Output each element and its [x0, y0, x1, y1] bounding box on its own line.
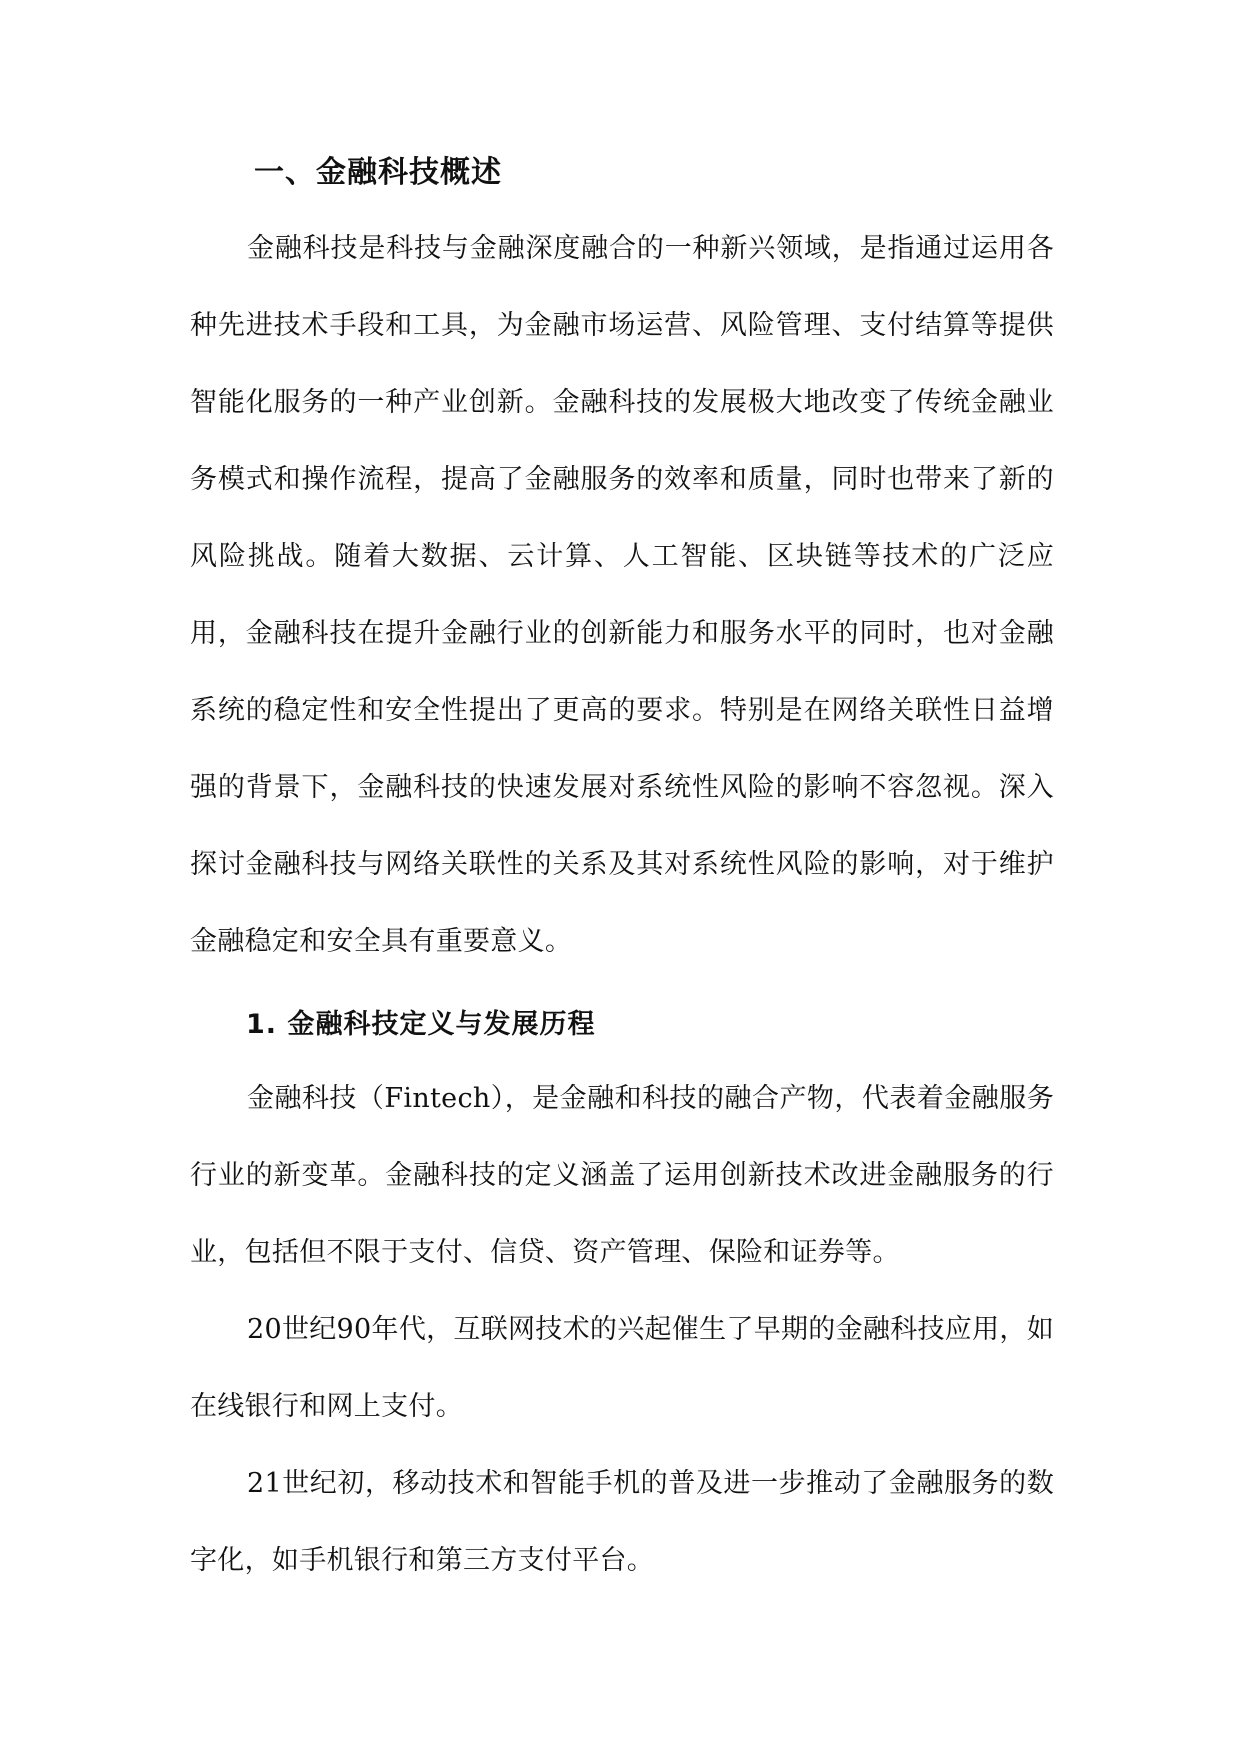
subsection-paragraph-3: 21世纪初，移动技术和智能手机的普及进一步推动了金融服务的数字化，如手机银行和第三方支付平台。	[190, 1468, 1054, 1576]
subsection-heading: 1. 金融科技定义与发展历程	[246, 1009, 596, 1040]
subsection-paragraph-1: 金融科技（Fintech），是金融和科技的融合产物，代表着金融服务行业的新变革。金融科技的定义涵盖了运用创新技术改进金融服务的行业，包括但不限于支付、信贷、资产管理、保险和证券等。	[190, 1083, 1054, 1268]
section-paragraph: 金融科技是科技与金融深度融合的一种新兴领域，是指通过运用各种先进技术手段和工具，为金融市场运营、风险管理、支付结算等提供智能化服务的一种产业创新。金融科技的发展极大地改变了传统金融业务模式和操作流程，提高了金融服务的效率和质量，同时也带来了新的风险挑战。随着大数据、云计算、人工智能、区块链等技术的广泛应用，金融科技在提升金融行业的创新能力和服务水平的同时，也对金融系统的稳定性和安全性提出了更高的要求。特别是在网络关联性日益增强的背景下，金融科技的快速发展对系统性风险的影响不容忽视。深入探讨金融科技与网络关联性的关系及其对系统性风险的影响，对于维护金融稳定和安全具有重要意义。	[190, 233, 1054, 957]
subsection-paragraph-2: 20世纪90年代，互联网技术的兴起催生了早期的金融科技应用，如在线银行和网上支付。	[190, 1314, 1055, 1422]
document-page	[190, 130, 1054, 1599]
section-heading: 一、金融科技概述	[254, 155, 502, 190]
